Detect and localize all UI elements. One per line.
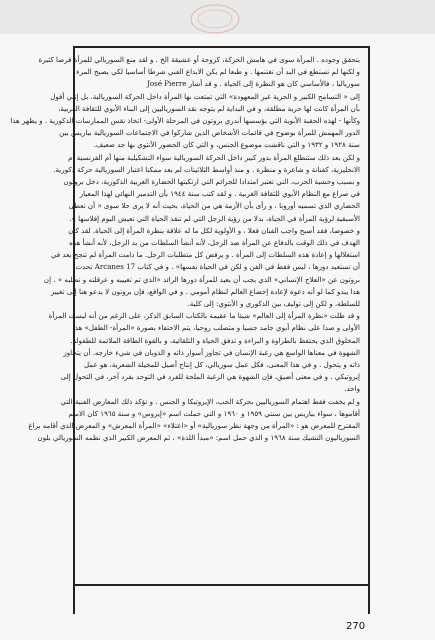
text-line: السورياليون التشيك سنة ١٩٦٨ و الذي حمل اسم: «مبدأ اللذة» ، ثم المعرض الكبير الذي نظمه السوريالي بلون <box>37 433 360 443</box>
text-line: بروتون عن «العلاج الإنساني» الذي يجب أن يعيد للمرأة دورها الرائد «الذي تم تغييبه و عرقلته و تطلبه » . إن <box>43 274 360 284</box>
page-frame-bottom-rule <box>73 584 370 586</box>
text-line: إلى « التسامح الكبير و الحرية غير المعهودة» التي تمتعت بها المرأة داخل الحركة السوريالية. بل إنني أقول <box>50 91 360 101</box>
text-line: أقاموها ، سواء بباريس بين سنتي ١٩٥٩ و ١٩٦٠ و التي حملت اسم «إيروس» و سنة ١٩٦٥ كان الاسم <box>68 408 360 418</box>
text-line: المخلوق الذي يحتفظ بالطراوة و البراءة و تدفق الحياة و التلقائية، و بالقوة الطاقة الملائمة للطفولة. <box>70 335 360 345</box>
text-line: سنة ١٩٢٨ و ١٩٣٢ و التي ناقشت موضوع الجنس، و التي كان الحضور الأنثوي بها جد ضعيف. <box>93 140 360 150</box>
text-line: استغلالها و إعادة هذه السلطات إلى المرأة . و يرفض كل متطلبات الرجل. ما دامت المرأة لم تنجح بعد في <box>50 250 360 260</box>
text-line: الأسبقية لرؤية المرأة في الحياة، بدلا من رؤية الرجل التي لم تنقذ الحياة التي تعيش اليوم إفلاسها ». <box>69 213 360 223</box>
body-text <box>10 54 360 584</box>
text-line: و لكن بعد ذلك ستتطلع المرأة بدور كبير داخل الحركة السوريالية سواء التشكيلية منها أم الفرنسية أم <box>68 152 360 162</box>
text-line: إيروتيكي . و في معنى أضيق، فإن الشهوة هي الرغبة الملحة للفرد في التوحد بفرد آخر، في التحول إلى <box>60 372 360 382</box>
text-line: الأولى و صدا على نظام أبوي جامد جسيا و متصلب روحيا، يتم الاحتفاء بصورة «المرأة- الطفل» هذا <box>72 323 360 333</box>
library-stamp-watermark <box>188 2 242 36</box>
text-line: المقترح للمعرض هو : «المرأة من وجهة نظر سوريالية» أو «اعتلاء» «المرأة المعرش» و المعرض الذي أقامه براغ <box>28 421 360 431</box>
text-line: وكأنها - لهذه الحقبة الأبوية التي يؤسسها أندري بروتون في المرحلة الأولى- اتخاذ نقس الممارسات الذكورية . و يظهر هذا <box>10 116 360 126</box>
text-line: في صراع مع النظام الأبوي للثقافة الغربية . و لقد كتب سنة ١٩٤٤ بأن التدمير النهائي لهذا المعيار <box>79 189 360 199</box>
text-line: و خصوصا، فقد أصبح واجب الفنان فعلا ، و الأولوية لكل ما له علاقة بنظرة المرأة إلى الحياة. لقد كان <box>68 225 360 235</box>
text-line: أن تستعيد دورها ، ليس فقط في الفن و لكن في الحياة نفسها» . و في كتاب Arcanes 17 تحدث <box>75 262 360 272</box>
text-line: للسلطة، و لكن إلى توليف بين الذكوري و الأنثوي: إلى كلية. <box>187 299 360 309</box>
text-line: الهدف في ذلك الوقت بالدفاع عن المرأة ضد الرجل، لأنه أنشأ السلطات من يد الرجل، لأنه أنشأ هذه <box>69 238 360 248</box>
text-line: الشهوة في معناها الواسع هي رغبة الإنسان في تجاوز أسوار ذاته و الذوبان في شيء خارجه. أن يتجاوز <box>63 347 360 357</box>
text-line: سورياليا ، فالأساسي كان هو النظرة إلى الحياة . و قد أشار José Pierre <box>147 79 360 89</box>
text-line: بأن المرأة كانت لها حرية مطلقة، و في البداية لم يتوجه نقد السورياليين إلى البناء الأبوي للثقافة الغربية، <box>58 103 360 113</box>
text-line: و لم يخفت فقط اهتمام السورياليين بحركة الحب، الإيروتيكا و الجنس . و تؤكد ذلك المعارض الفنية التي <box>60 396 360 406</box>
text-line: الحضاري الذي تسميه أوروبا ، و رأى بأن الأزمة هي من الحياة، بحيث أنه لا يرى حلا سوى « أن تعطى <box>68 201 360 211</box>
text-line: و قد ظلت «نظرة المرأة إلى العالم» شيئا ما عقيمة بالكتاب السابق الذكر، على الرغم من أنه ليست المرأة <box>48 311 360 321</box>
text-line: الانجليزية، كفنانة و شاعرة و منظرة . و منذ أواسط الثلاثينات لم يعد ممكنا اعتبار السوريالية حركة ذكورية. <box>53 164 360 174</box>
page-number: 270 <box>346 621 366 632</box>
text-line: الدور المهمش للمرأة بوضوح في قائمات الأشخاص الذين شاركوا في الاجتماعات السوريالية بباريس بين <box>59 128 360 138</box>
text-line: و لكنها لم تستطع في البد أن تغتنمها . و طبعا لم يكن الابداع الفني شرطا أساسيا لكي يصبح المرء <box>76 67 360 77</box>
text-line: و بسبب وحشية الحرب، التي تعتبر امتدادا للجرائم التي ارتكبتها الحضارة الغربية الذكورية، دخل بروتون <box>63 177 360 187</box>
text-line: ذاته و يتحول . و في هذا المعنى، فكل عمل سوريالي، كل إنتاج أصيل للمخيلة الشعرية، هو عمل <box>83 360 360 370</box>
text-line: واحد. <box>344 384 360 394</box>
text-line: هذا يبدو كما لو أنه دعوة لإعادة إخضاع العالم لنظام أمومي . و في الواقع، فإن بروتون لا يدعو هنا إلى تغيير <box>50 286 360 296</box>
text-line: بتحقق وجوده . المرأة سوى في هامش الحركة، كزوجة أو عشيقة الخ . و لقد منع السوريالي للمرأة فرصا كثيرة <box>38 55 360 64</box>
